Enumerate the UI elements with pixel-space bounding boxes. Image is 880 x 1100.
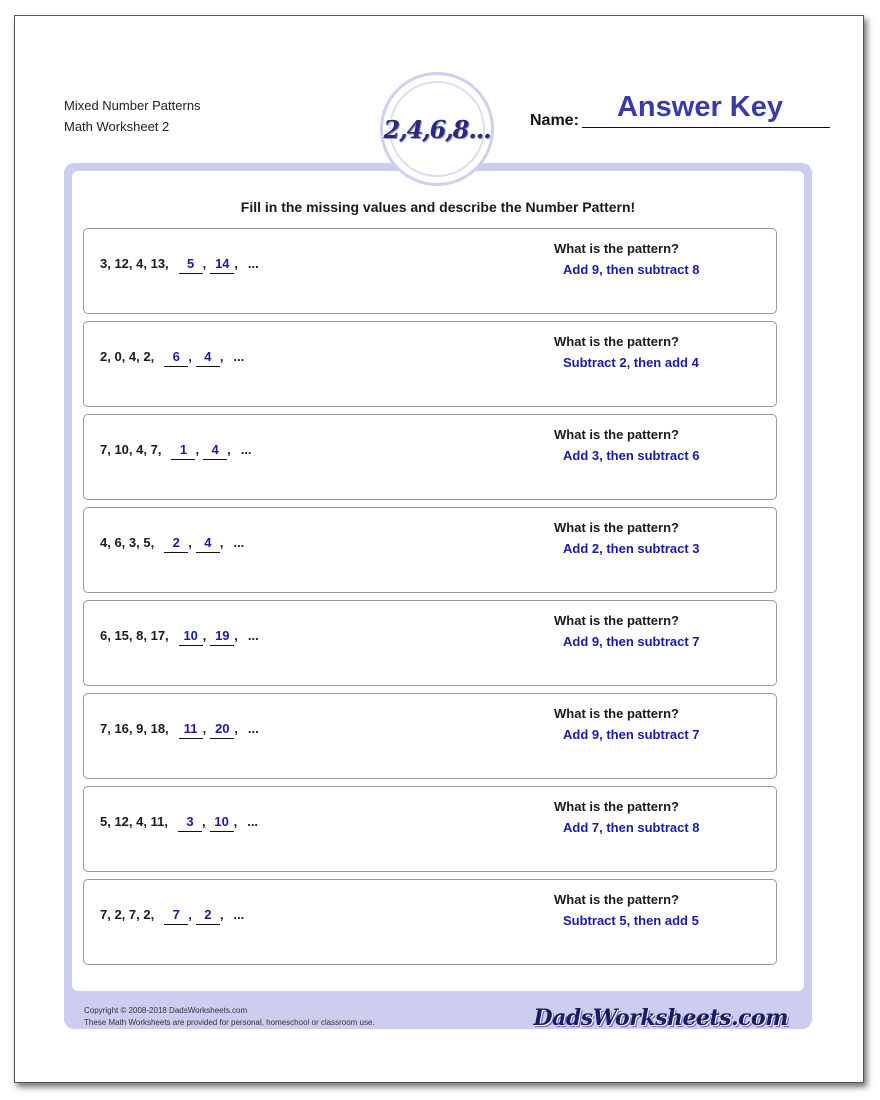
missing-value-1[interactable]: 11	[179, 721, 203, 739]
missing-value-2[interactable]: 14	[210, 256, 234, 274]
worksheet-topic: Mixed Number Patterns	[64, 98, 201, 113]
worksheet-frame	[64, 163, 812, 1029]
pattern-question: What is the pattern?	[554, 334, 679, 349]
number-sequence	[100, 349, 244, 367]
ellipsis: ...	[233, 535, 245, 550]
number-sequence	[100, 256, 259, 274]
pattern-question: What is the pattern?	[554, 613, 679, 628]
missing-value-1[interactable]: 10	[179, 628, 203, 646]
ellipsis: ...	[247, 256, 259, 271]
problem-row	[83, 693, 777, 779]
missing-value-1[interactable]: 7	[164, 907, 188, 925]
problem-row	[83, 228, 777, 314]
number-sequence	[100, 535, 244, 553]
pattern-answer[interactable]: Add 9, then subtract 7	[563, 727, 700, 742]
separator: ,	[202, 628, 207, 643]
ellipsis: ...	[247, 721, 259, 736]
given-terms: 7, 10, 4, 7,	[100, 442, 162, 457]
instructions: Fill in the missing values and describe the Number Pattern!	[240, 199, 636, 215]
missing-value-2[interactable]: 4	[196, 535, 220, 553]
separator: ,	[233, 814, 238, 829]
given-terms: 4, 6, 3, 5,	[100, 535, 155, 550]
sequence-logo-inner	[383, 81, 491, 177]
separator: ,	[195, 442, 200, 457]
missing-value-2[interactable]: 10	[210, 814, 234, 832]
problem-row	[83, 879, 777, 965]
pattern-question: What is the pattern?	[554, 520, 679, 535]
given-terms: 7, 2, 7, 2,	[100, 907, 155, 922]
ellipsis: ...	[233, 349, 245, 364]
pattern-answer[interactable]: Add 3, then subtract 6	[563, 448, 700, 463]
given-terms: 6, 15, 8, 17,	[100, 628, 169, 643]
worksheet-number: Math Worksheet 2	[64, 119, 170, 134]
pattern-question: What is the pattern?	[554, 427, 679, 442]
separator: ,	[188, 535, 192, 550]
given-terms: 7, 16, 9, 18,	[100, 721, 169, 736]
missing-value-1[interactable]: 6	[164, 349, 188, 367]
separator: ,	[234, 256, 238, 271]
separator: ,	[219, 349, 224, 364]
sequence-logo	[380, 72, 494, 186]
ellipsis: ...	[240, 442, 252, 457]
separator: ,	[202, 721, 207, 736]
ellipsis: ...	[247, 814, 259, 829]
separator: ,	[219, 907, 224, 922]
missing-value-2[interactable]: 20	[210, 721, 234, 739]
pattern-answer[interactable]: Subtract 5, then add 5	[563, 913, 699, 928]
ellipsis: ...	[233, 907, 245, 922]
separator: ,	[188, 349, 192, 364]
brand-logo: DadsWorksheets.com	[533, 1005, 788, 1031]
separator: ,	[227, 442, 231, 457]
missing-value-1[interactable]: 1	[171, 442, 195, 460]
missing-value-1[interactable]: 3	[178, 814, 202, 832]
missing-value-2[interactable]: 4	[203, 442, 227, 460]
usage-line: These Math Worksheets are provided for personal, homeschool or classroom use.	[84, 1018, 375, 1027]
copyright-notice	[84, 1005, 375, 1029]
pattern-question: What is the pattern?	[554, 706, 679, 721]
copyright-line: Copyright © 2008-2018 DadsWorksheets.com	[84, 1006, 248, 1015]
pattern-question: What is the pattern?	[554, 799, 679, 814]
number-sequence	[100, 442, 252, 460]
given-terms: 2, 0, 4, 2,	[100, 349, 155, 364]
ellipsis: ...	[247, 628, 259, 643]
missing-value-2[interactable]: 4	[196, 349, 220, 367]
missing-value-1[interactable]: 5	[179, 256, 203, 274]
problem-row	[83, 414, 777, 500]
pattern-answer[interactable]: Add 9, then subtract 7	[563, 634, 700, 649]
separator: ,	[201, 814, 206, 829]
pattern-answer[interactable]: Subtract 2, then add 4	[563, 355, 699, 370]
pattern-answer[interactable]: Add 9, then subtract 8	[563, 262, 700, 277]
problem-row	[83, 321, 777, 407]
sequence-logo-text: 2,4,6,8...	[383, 114, 491, 144]
answer-key-heading: Answer Key	[616, 91, 783, 123]
number-sequence	[100, 907, 244, 925]
separator: ,	[219, 535, 224, 550]
pattern-answer[interactable]: Add 2, then subtract 3	[563, 541, 700, 556]
problem-row	[83, 786, 777, 872]
separator: ,	[188, 907, 192, 922]
missing-value-1[interactable]: 2	[164, 535, 188, 553]
given-terms: 5, 12, 4, 11,	[100, 814, 168, 829]
given-terms: 3, 12, 4, 13,	[100, 256, 169, 271]
name-label: Name:	[530, 112, 579, 129]
number-sequence	[100, 628, 259, 646]
problem-row	[83, 600, 777, 686]
problem-row	[83, 507, 777, 593]
separator: ,	[234, 628, 238, 643]
pattern-question: What is the pattern?	[554, 892, 679, 907]
worksheet-content	[72, 171, 804, 1031]
number-sequence	[100, 721, 259, 739]
pattern-answer[interactable]: Add 7, then subtract 8	[563, 820, 700, 835]
missing-value-2[interactable]: 19	[210, 628, 234, 646]
name-field-line	[582, 127, 830, 128]
separator: ,	[202, 256, 207, 271]
number-sequence	[100, 814, 258, 832]
missing-value-2[interactable]: 2	[196, 907, 220, 925]
pattern-question: What is the pattern?	[554, 241, 679, 256]
separator: ,	[234, 721, 238, 736]
